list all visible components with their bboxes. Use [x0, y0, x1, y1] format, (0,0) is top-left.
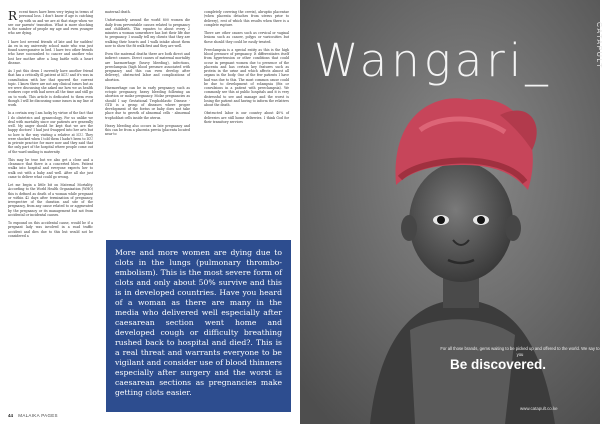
article-column-1	[8, 10, 93, 242]
article-paragraph: Let me begin a little bit on Maternal Mortality. According to the World Health Organization (WHO) this is defined as death of a woman while pregnant or within 42 days after termination of pregnancy, irrespective of the duration and site of the pregnancy, from any cause related to or aggravated by the pregnancy or its management but not from accidental or incidental causes.	[8, 183, 93, 217]
article-paragraph: Obstructed labor is our country about 40% of deliveries are still home deliveries. I think God for their transitory services	[204, 111, 289, 124]
page-footer	[8, 413, 58, 418]
magazine-name: MALAIKA PAGES	[18, 413, 58, 418]
page-number: 44	[8, 413, 14, 418]
article-paragraph: This may be true but we also get a close and a clearance that there is a concerted blow. Patient walks into hospital and everyone expects her to walk out with a baby and well. After all she just came to deliver what could go wrong.	[8, 157, 93, 179]
article-column-3	[204, 10, 289, 238]
article-paragraph: Unfortunately around the world 800 women die daily from preventable causes related to pregnancy and childbirth. This equates to about every 2 minutes a woman somewhere has lost their life due to pregnancy. I usually tell my clients that they are walking their hearts and I walk intake about them now to show the fit walk first and they are well.	[105, 18, 190, 48]
ad-headline: Wangari_	[314, 34, 552, 87]
article-paragraph: In a certain way I am lucky by virtue of the fact that I do obstetrics and gynaecology. For us unlike we deal with mortality since our patients are generally well. My anger should be kept that we are the happy doctors! I had just Swapped into her arts but so how is the way visiting a relative at ICU. They were shocked when I told them I hadn't been to ICU in private practice for more now and they said that the only part of the hospital where people come out of the ward smiling is maternity.	[8, 111, 93, 154]
article-paragraph: Heavy bleeding also occurs in late pregnancy and this can be from a placenta previa (placenta located near to	[105, 123, 190, 137]
drop-cap: R	[8, 9, 18, 23]
ad-call-to-action: Be discovered.	[450, 357, 547, 372]
article-paragraph: Preeclampsia is a special entity as this is the high blood pressure of pregnancy. It differentiates itself from hypertension or other conditions that could occur in pregnant women due to presence of the placenta and has certain key features such as protein in the urine and which affects almost all organs in the body. One of the few patients I have had was due to this. The most common cause could be due to development of eclampsia (fits or convulsions in a patient with preeclampsia). We commonly see this at public hospitals and it is very distressful to see and manage and the worst is losing the patient and having to inform the relatives about the death.	[204, 47, 289, 107]
ad-website-url: www.catapult.co.ke	[520, 406, 558, 411]
brand-logo: CATAPULT	[594, 21, 602, 70]
article-paragraph: As I put this down I currently have another friend that has a critically ill patient at KCU and it's was in consultation with her that spurred the current topic. I know there are not any clinical issues but as we were discussing she asked me how we as health workers cope with bad news all the time and still go on to work. This article is dedicated to them even though I will be discussing some issues in my line of work.	[8, 69, 93, 107]
article-page	[0, 0, 300, 424]
article-paragraph: There are other causes such as cervical or vaginal lesions such as cancer, polyps or varicosities but these should they could be easily treated.	[204, 31, 289, 44]
article-paragraph: completely covering the cervix), abruptio placentae (when placenta detaches from uterus prior to delivery), rest of which this results when there is a complete rupture.	[204, 10, 289, 27]
article-paragraph: I have lost several friends of late and for sudden! An ex in my university school mate who was just found unresponsive in bed. I have two other friends who have succumbed to cancer and another who lost her mother after a long battle with a heart disease.	[8, 39, 93, 65]
article-column-2	[105, 10, 190, 238]
article-paragraph: maternal death.	[105, 10, 131, 14]
advert-page	[300, 0, 600, 424]
article-paragraph: Haemorrhage can be in early pregnancy such as ectopic pregnancy, heavy bleeding following an abortion or molar pregnancy. Molar pregnancies as should I say Gestational Trophoblastic Disease - GTD is a group of diseases where proper development of the foetus or baby does not take place due to growth of abnormal cells - abnormal trophoblast cells inside the uterus.	[105, 85, 190, 120]
article-paragraph: To expound on this accidental cause, would be if a pregnant lady was involved in a road traffic accident and dies due to this but would not be considered a	[8, 221, 93, 238]
article-paragraph: Even the maternal deaths there are both direct and indirect causes. Direct causes of maternal mortality are haemorrhage (heavy bleeding), infections, preeclampsia (high blood pressure associated with pregnancy and this can even develop after delivery), obstructed labor and complications of abortion.	[105, 52, 190, 82]
pull-quote-text: More and more women are dying due to clots in the lungs (pulmonary thrombo-embolism). This is the most severe form of clots and only about 50% survive and this is in developed countries. Have you heard of a woman as there are many in the media who delivered well especially after caesarean section went home and developed cough or difficulty breathing rushed back to hospital and died?. This is a real threat and warrants everyone to be vigilant and consider use of blood thinners especially after surgery and the worst is caesarean sections as pregnancies make getting clots easier.	[115, 248, 282, 397]
pull-quote-box	[106, 240, 291, 412]
article-paragraph: Recent times have been very trying in terms of personal loss. I don't know if age is catching up with us and we are at that stage when we see our parents' transition. What is more shocking is the number of people my age and even younger who are dying.	[8, 9, 93, 36]
ad-tagline: For all those brands, gems waiting to be picked up and offered to the world. We say to you	[440, 346, 600, 357]
